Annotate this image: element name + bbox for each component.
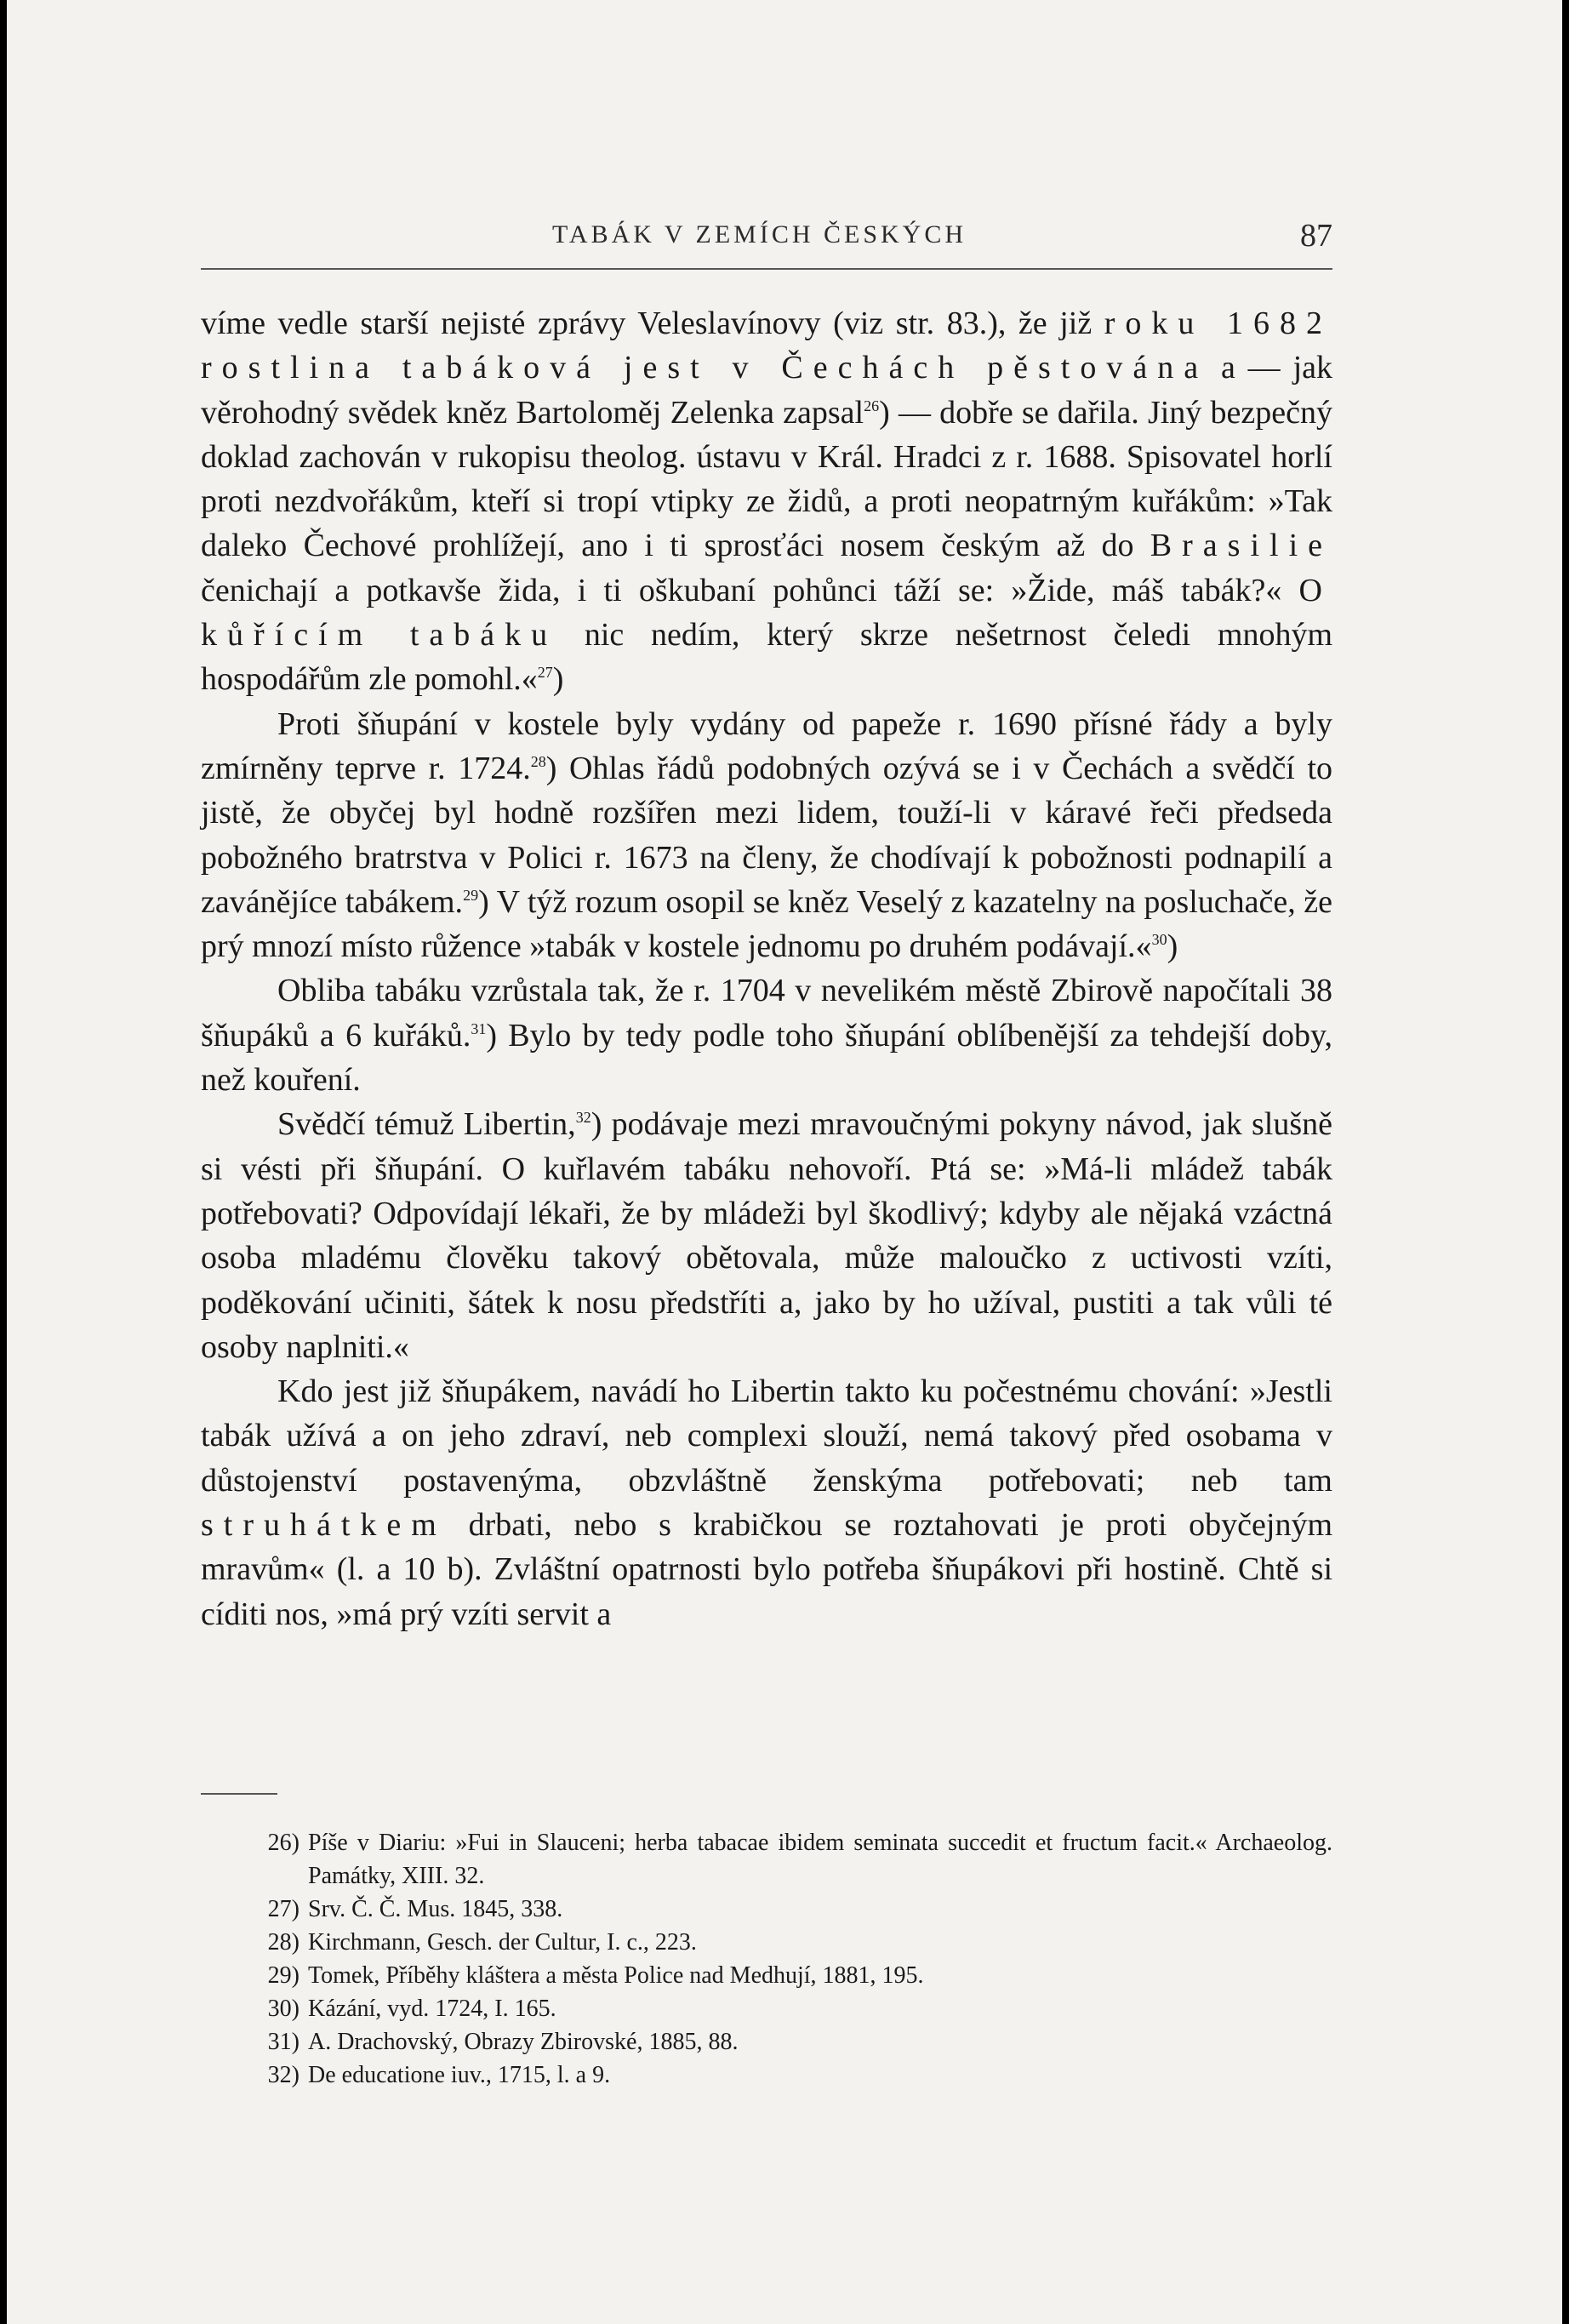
page-number: 87 [1300, 218, 1332, 254]
footnote-mark: 30) [267, 1996, 300, 2022]
paragraph-5: Kdo jest již šňupákem, navádí ho Libertin takto ku počestnému chování: »Jestli tabák užívá a on jeho zdraví, neb complexi slouží, nemá takový před osobama v důstojenství postavenýma, obzvláštně ženskýma potřebovati; neb tam struhátkem drbati, nebo s krabičkou se roztahovati je proti obyčejným mravům« (l. a 10 b). Zvláštní opatrnosti bylo potřeba šňupákovi při hostině. Chtě si cíditi nos, »má prý vzíti servit a [201, 1373, 1332, 1632]
footnote: 26) Píše v Diariu: »Fui in Slauceni; herba tabacae ibidem seminata succedit et fructum facit.« Archaeolog. Památky, XIII. 32. [201, 1826, 1332, 1893]
footnote-mark: 29) [267, 1962, 300, 1989]
spaced-emphasis: O kůřícím tabáku [201, 572, 1332, 654]
footnote: 29) Tomek, Příběhy kláštera a města Police nad Medhují, 1881, 195. [201, 1959, 1332, 1992]
footnote: 28) Kirchmann, Gesch. der Cultur, I. c., 223. [201, 1926, 1332, 1959]
footnote-mark: 31) [267, 2029, 300, 2055]
spaced-emphasis: struhátkem [201, 1507, 447, 1544]
running-title: TABÁK V ZEMÍCH ČESKÝCH [552, 220, 967, 248]
footnote: 30) Kázání, vyd. 1724, I. 165. [201, 1992, 1332, 2025]
spaced-emphasis: roku 1682 rostlina tabáková jest v Čechách pěstována [201, 305, 1332, 386]
footnote-ref: 27 [537, 664, 553, 682]
footnote-ref: 26 [864, 397, 880, 414]
header-rule [201, 268, 1332, 270]
page-header [201, 208, 1332, 260]
footnote: 32) De educatione iuv., 1715, l. a 9. [201, 2058, 1332, 2092]
footnote-ref: 32 [575, 1109, 591, 1127]
footnote-mark: 32) [267, 2062, 300, 2088]
spaced-emphasis: Brasilie [1150, 528, 1332, 564]
paragraph-2: Proti šňupání v kostele byly vydány od papeže r. 1690 přísné řády a byly zmírněny teprve r. 1724.28) Ohlas řádů podobných ozývá se i v Čechách a svědčí to jistě, že obyčej byl hodně rozšířen mezi lidem, touží-li v káravé řeči předseda pobožného bratrstva v Polici r. 1673 na členy, že chodívají k pobožnosti podnapilí a zavánějíce tabákem.$^{29}$) V týž rozum osopil se kněz Veselý z kazatelny na posluchače, že prý mnozí místo růžence »tabák v kostele jednomu po druhém podávají.«$^{30}$) [201, 705, 1332, 965]
footnote-ref: 30 [1151, 931, 1167, 949]
body-text [201, 301, 1332, 1636]
paragraph-3: Obliba tabáku vzrůstala tak, že r. 1704 v nevelikém městě Zbirově napočítali 38 šňupáků a 6 kuřáků.$^{31}$) Bylo by tedy podle toho šňupání oblíbenější za tehdejší doby, než kouření. [201, 973, 1332, 1099]
paragraph-4: Svědčí témuž Libertin,$^{32}$) podávaje mezi mravoučnými pokyny návod, jak slušně si vésti při šňupání. O kuřlavém tabáku nehovoří. Ptá se: »Má-li mládež tabák potřebovati? Odpovídají lékaři, že by mládeži byl škodlivý; kdyby ale nějaká vzáctná osoba mladému člověku takový obětovala, může maloučko z uctivosti vzíti, poděkování učiniti, šátek k nosu předstříti a, jako by ho užíval, pustiti a tak vůli té osoby naplniti.« [201, 1106, 1332, 1365]
book-page [7, 0, 1562, 2324]
footnote-mark: 26) [267, 1830, 300, 1856]
footnote: 27) Srv. Č. Č. Mus. 1845, 338. [201, 1893, 1332, 1926]
footnote-rule [201, 1793, 277, 1795]
footnote: 31) A. Drachovský, Obrazy Zbirovské, 1885, 88. [201, 2025, 1332, 2058]
footnote-mark: 28) [267, 1929, 300, 1956]
footnote-mark: 27) [267, 1896, 300, 1922]
footnotes [201, 1826, 1332, 2092]
footnote-ref: 28 [530, 752, 546, 770]
footnote-ref: 31 [471, 1019, 487, 1037]
paragraph-1: víme vedle starší nejisté zprávy Veleslavínovy (viz str. 83.), že již roku 1682 rostlina tabáková jest v Čechách pěstována a — jak věrohodný svědek kněz Bartoloměj Zelenka zapsal$^{26}$) — dobře se dařila. Jiný bezpečný doklad zachován v rukopisu theolog. ústavu v Král. Hradci z r. 1688. Spisovatel horlí proti nezdvořákům, kteří si tropí vtipky ze židů, a proti neopatrným kuřákům: »Tak daleko Čechové prohlížejí, ano i ti sprosťáci nosem českým až do Brasilie čenichají a potkavše žida, i ti oškubaní pohůnci táží se: »Žide, máš tabák?« O kůřícím tabáku nic nedím, který skrze nešetrnost čeledi mnohým hospodářům zle pomohl.«$^{27}$) [201, 305, 1332, 698]
footnote-ref: 29 [463, 886, 479, 904]
